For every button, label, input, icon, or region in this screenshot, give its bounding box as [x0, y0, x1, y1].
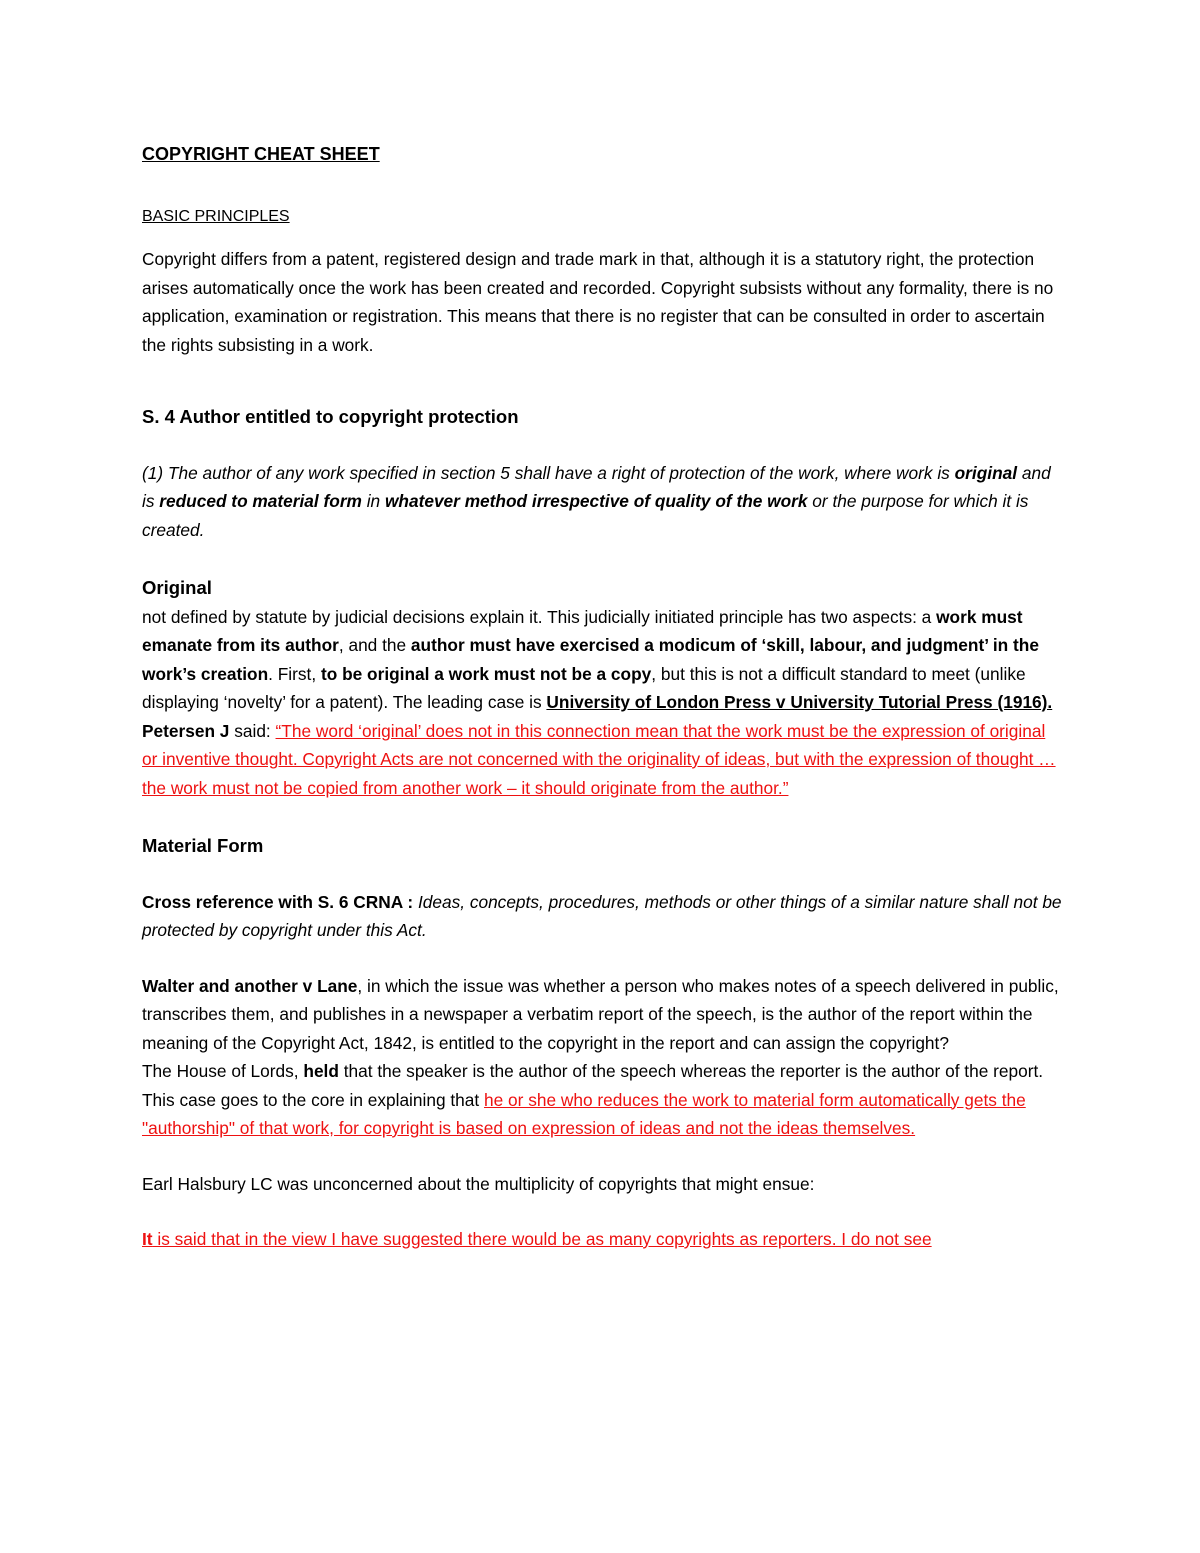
original-text: not defined by statute by judicial decisions explain it. This judicially initiated principle has two aspects: a work must emanate from its author, and the author must have exercised a modicum of ‘skill, labour, and judgment’ in the work’s creation. First, to be original a work must not be a copy, but this is not a difficult standard to meet (unlike displaying ‘novelty’ for a patent). The leading case is University of London Press v University Tutorial Press (1916). — [142, 606, 1053, 712]
walter-v-lane-paragraph: Walter and another v Lane, in which the issue was whether a person who makes notes of a speech delivered in public, transcribes them, and publishes in a newspaper a verbatim report of the speech, is the author of the report within the meaning of the Copyright Act, 1842, is entitled to the copyright in the report and can assign the copyright? — [142, 975, 1059, 1053]
crossref-paragraph: Cross reference with S. 6 CRNA : Ideas, concepts, procedures, methods or other things of a similar nature shall not be protected by copyright under this Act. — [142, 891, 1062, 940]
halsbury-paragraph: Earl Halsbury LC was unconcerned about the multiplicity of copyrights that might ensue: — [142, 1173, 815, 1194]
s4-heading: S. 4 Author entitled to copyright protection — [142, 406, 519, 427]
petersen-quote: Petersen J said: “The word ‘original’ does not in this connection mean that the work must be the expression of original or inventive thought. Copyright Acts are not concerned with the originality of ideas, but with the expression of thought … the work must not be copied from another work – it should originate from the author.” — [142, 720, 1056, 798]
case-link-university-of-london: University of London Press v University Tutorial Press (1916). — [546, 692, 1053, 712]
original-heading: Original — [142, 577, 212, 598]
document-body — [142, 140, 1062, 1254]
final-quote: It is said that in the view I have suggested there would be as many copyrights as reporters. I do not see — [142, 1229, 932, 1249]
document-title: COPYRIGHT CHEAT SHEET — [142, 144, 380, 164]
s4-quote: (1) The author of any work specified in section 5 shall have a right of protection of the work, where work is original and is reduced to material form in whatever method irrespective of quality of the work or the purpose for which it is created. — [142, 462, 1051, 540]
basic-principles-heading: BASIC PRINCIPLES — [142, 207, 290, 225]
material-form-heading: Material Form — [142, 835, 264, 856]
basic-principles-text: Copyright differs from a patent, registered design and trade mark in that, although it is a statutory right, the protection arises automatically once the work has been created and recorded. Copyright subsists without any formality, there is no application, examination or registration. This means that there is no register that can be consulted in order to ascertain the rights subsisting in a work. — [142, 249, 1054, 355]
house-of-lords-paragraph: The House of Lords, held that the speaker is the author of the speech whereas the reporter is the author of the report. This case goes to the core in explaining that he or she who reduces the work to material form automatically gets the "authorship" of that work, for copyright is based on expression of ideas and not the ideas themselves. — [142, 1061, 1044, 1138]
